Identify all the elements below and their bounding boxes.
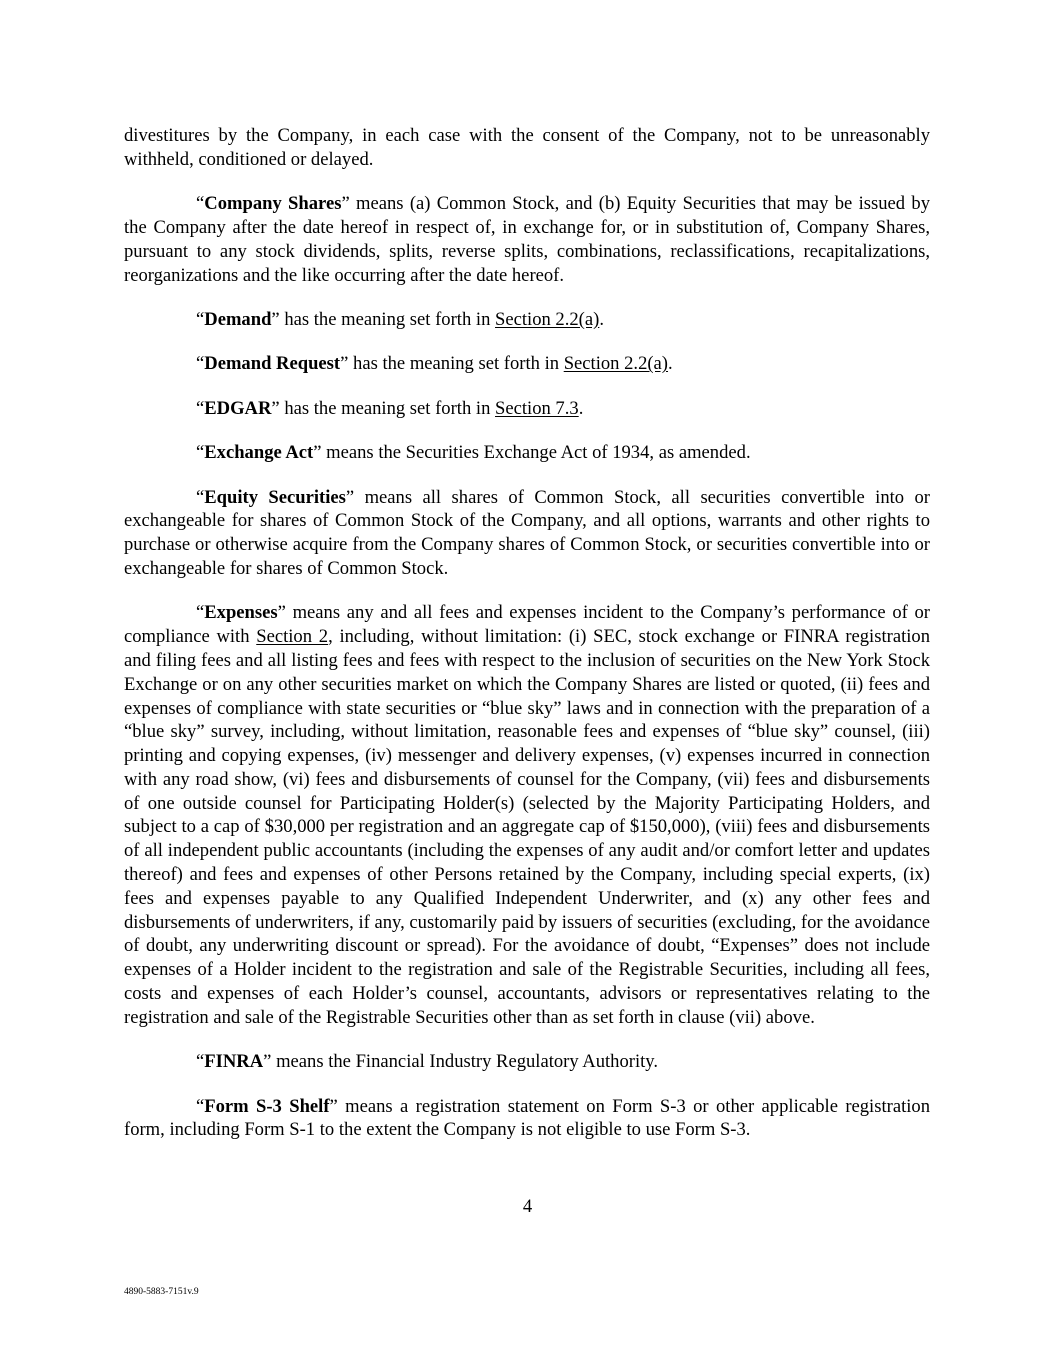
section-reference: Section 7.3 (495, 397, 579, 419)
open-quote: “ (196, 1095, 205, 1117)
definition-text: means a registration statement on Form S-3 or other applicable registration form, including Form S-1 to the extent the Company is not eligible to use Form S-3. (124, 1095, 930, 1141)
document-body (124, 124, 930, 1142)
open-quote: “ (196, 193, 205, 215)
defined-term: Expenses (204, 602, 278, 624)
definition-company-shares (124, 192, 930, 287)
close-quote: ” (329, 1095, 338, 1117)
definition-text: has the meaning set forth in (279, 308, 496, 330)
defined-term: Demand (204, 308, 272, 330)
defined-term: EDGAR (204, 397, 272, 419)
document-id: 4890-5883-7151v.9 (124, 1287, 199, 1297)
definition-text: has the meaning set forth in (279, 397, 496, 419)
definition-exchange-act (124, 441, 930, 465)
definition-equity-securities (124, 486, 930, 581)
defined-term: FINRA (204, 1051, 264, 1073)
close-quote: ” (271, 397, 280, 419)
defined-term: Demand Request (204, 353, 341, 375)
defined-term: Form S-3 Shelf (204, 1095, 330, 1117)
close-quote: ” (263, 1051, 272, 1073)
definition-text-end: . (599, 308, 604, 330)
definition-text-end: , including, without limitation: (i) SEC, stock exchange or FINRA registration and filing fees and all listing fees and fees with respect to the inclusion of securities on the New York Stock Exchange or on any other securities market on which the Company Shares are listed or quoted, (ii) fees and expenses of compliance with state securities or “blue sky” laws and in connection with the preparation of a “blue sky” survey, including, without limitation, reasonable fees and expenses of “blue sky” counsel, (iii) printing and copying expenses, (iv) messenger and delivery expenses, (v) expenses incurred in connection with any road show, (vi) fees and disbursements of counsel for the Company, (vii) fees and disbursements of one outside counsel for Participating Holder(s) (selected by the Majority Participating Holders, and subject to a cap of $30,000 per registration and an aggregate cap of $150,000), (viii) fees and disbursements of all independent public accountants (including the expenses of any audit and/or comfort letter and updates thereof) and fees and expenses of other Persons retained by the Company, including special experts, (ix) fees and expenses payable to any Qualified Independent Underwriter, and (x) any other fees and disbursements of underwriters, if any, customarily paid by issuers of securities (excluding, for the avoidance of doubt, any underwriting discount or spread). For the avoidance of doubt, “Expenses” does not include expenses of a Holder incident to the registration and sale of the Registrable Securities, including all fees, costs and expenses of each Holder’s counsel, accountants, advisors or representatives relating to the registration and sale of the Registrable Securities other than as set forth in clause (vii) above. (124, 626, 930, 1028)
section-reference: Section 2 (256, 626, 329, 648)
definition-form-s3-shelf (124, 1095, 930, 1143)
definition-finra (124, 1050, 930, 1074)
definition-text: means the Financial Industry Regulatory Authority. (271, 1051, 659, 1073)
close-quote: ” (271, 308, 280, 330)
defined-term: Company Shares (204, 193, 342, 215)
open-quote: “ (196, 1051, 205, 1073)
section-reference: Section 2.2(a) (563, 353, 669, 375)
definition-demand-request (124, 352, 930, 376)
open-quote: “ (196, 486, 205, 508)
definition-text: means (a) Common Stock, and (b) Equity Securities that may be issued by the Company after the date hereof in respect of, in exchange for, or in substitution of, Company Shares, pursuant to any stock dividends, splits, reverse splits, combinations, reclassifications, recapitalizations, reorganizations and the like occurring after the date hereof. (124, 193, 930, 286)
close-quote: ” (277, 602, 286, 624)
definition-expenses (124, 601, 930, 1029)
definition-text: has the meaning set forth in (348, 353, 564, 375)
open-quote: “ (196, 602, 205, 624)
section-reference: Section 2.2(a) (495, 308, 600, 330)
continuation-paragraph (124, 124, 930, 172)
definition-text: means all shares of Common Stock, all securities convertible into or exchangeable for shares of Common Stock of the Company, and all options, warrants and other rights to purchase or otherwise acquire from the Company shares of Common Stock, or securities convertible into or exchangeable for shares of Common Stock. (124, 486, 930, 579)
definition-text-end: . (578, 397, 584, 419)
defined-term: Exchange Act (204, 442, 314, 464)
definition-demand (124, 308, 930, 332)
close-quote: ” (340, 353, 349, 375)
defined-term: Equity Securities (204, 486, 346, 508)
page-number: 4 (522, 1196, 533, 1217)
definition-text: means the Securities Exchange Act of 1934, as amended. (321, 442, 751, 464)
definition-text: means any and all fees and expenses incident to the Company’s performance of or compliance with (124, 602, 930, 648)
open-quote: “ (196, 308, 205, 330)
open-quote: “ (196, 397, 205, 419)
continuation-text: divestitures by the Company, in each case with the consent of the Company, not to be unreasonably withheld, conditioned or delayed. (124, 125, 930, 170)
close-quote: ” (341, 193, 350, 215)
open-quote: “ (196, 353, 205, 375)
definition-text-end: . (668, 353, 673, 375)
open-quote: “ (196, 442, 205, 464)
definition-edgar (124, 397, 930, 421)
close-quote: ” (345, 486, 355, 508)
close-quote: ” (313, 442, 322, 464)
